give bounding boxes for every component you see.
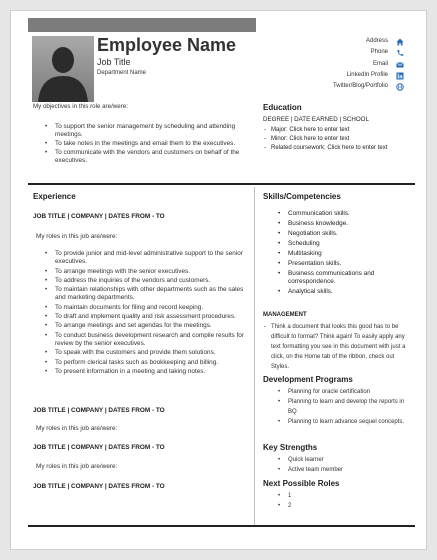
list-item: • Planning to learn and develop the reports in BQ <box>276 397 411 417</box>
list-item: • Analytical skills. <box>276 288 416 296</box>
section-divider <box>28 183 415 185</box>
profile-photo <box>32 36 94 102</box>
experience-heading: Experience <box>33 192 76 201</box>
header-bar <box>28 18 256 32</box>
experience-list <box>43 250 253 377</box>
contact-address: Address <box>333 36 388 47</box>
management-text <box>263 322 413 372</box>
list-item: • Scheduling <box>276 240 416 248</box>
job-line-3: JOB TITLE | COMPANY | DATES FROM - TO <box>33 444 165 451</box>
list-item: • To support the senior management by scheduling and attending meetings. <box>43 123 243 140</box>
contact-linkedin: LinkedIn Profile <box>333 70 388 81</box>
skills-heading: Skills/Competencies <box>263 192 341 201</box>
list-item: • To perform clerical tasks such as bookkeeping and billing. <box>43 359 253 367</box>
list-item: • To maintain relationships with other departments such as the sales and marketing departments. <box>43 286 253 303</box>
list-item: • To take notes in the meetings and email them to the executives. <box>43 140 243 148</box>
roles-label-1: My roles in this job are/were: <box>36 233 118 240</box>
list-item: • To maintain documents for filing and record keeping. <box>43 304 253 312</box>
contact-phone: Phone <box>333 47 388 58</box>
linkedin-icon <box>396 72 404 80</box>
email-icon <box>396 61 404 69</box>
list-item: • Negotiation skills. <box>276 230 416 238</box>
roles-label-3: My roles in this job are/were: <box>36 463 118 470</box>
list-item: • Quick learner <box>276 455 411 465</box>
management-heading: MANAGEMENT <box>263 312 307 318</box>
job-line-4: JOB TITLE | COMPANY | DATES FROM - TO <box>33 483 165 490</box>
contact-info <box>333 36 388 92</box>
strengths-heading: Key Strengths <box>263 443 318 452</box>
job-line-1: JOB TITLE | COMPANY | DATES FROM - TO <box>33 213 165 220</box>
department-name: Department Name <box>97 70 147 76</box>
list-item: • Business communications and correspondence. <box>276 270 416 287</box>
list-item: • To communicate with the vendors and customers on behalf of the executives. <box>43 149 243 166</box>
roles-heading: Next Possible Roles <box>263 479 340 488</box>
person-silhouette-icon <box>32 36 94 102</box>
education-heading: Education <box>263 103 302 112</box>
list-item: • To arrange meetings with the senior executives. <box>43 268 253 276</box>
list-item: • 1 <box>276 491 411 501</box>
resume-page <box>10 10 427 550</box>
list-item[interactable]: - Related coursework: Click here to enter text <box>263 144 423 153</box>
contact-email: Email <box>333 59 388 70</box>
list-item: • To present information in a meeting and taking notes. <box>43 368 253 376</box>
phone-icon <box>396 49 404 57</box>
list-item: • 2 <box>276 501 411 511</box>
globe-icon <box>396 83 404 91</box>
list-item: - Think a document that looks this good has to be difficult to format? Think again! To easily apply any text formatting you see in this document with just a click, on the Home tab of the ribbon, check out Styles. <box>263 322 413 372</box>
degree-line: DEGREE | DATE EARNED | SCHOOL <box>263 116 369 123</box>
bottom-divider <box>28 525 415 527</box>
job-title: Job Title <box>97 57 131 67</box>
development-list <box>276 387 411 427</box>
strengths-list <box>276 455 411 475</box>
roles-label-2: My roles in this job are/were: <box>36 425 118 432</box>
column-divider <box>254 187 255 527</box>
list-item: • To provide junior and mid-level administrative support to the senior executives. <box>43 250 253 267</box>
objectives-heading: My objectives in this role are/were: <box>33 103 128 110</box>
list-item: • To address the inquiries of the vendors and customers. <box>43 277 253 285</box>
list-item: • Planning to learn advance sequel concepts. <box>276 417 411 427</box>
contact-portfolio: Twitter/Blog/Portfolio <box>333 81 388 92</box>
list-item: • To draft and implement quality and risk assessment procedures. <box>43 313 253 321</box>
list-item: • To arrange meetings and set agendas for the meetings. <box>43 322 253 330</box>
list-item: • Presentation skills. <box>276 260 416 268</box>
skills-list <box>276 210 416 298</box>
home-icon <box>396 38 404 46</box>
list-item: • Active team member <box>276 465 411 475</box>
list-item: • Planning for oracle certification <box>276 387 411 397</box>
list-item: • Multitasking <box>276 250 416 258</box>
roles-list <box>276 491 411 511</box>
list-item: • Communication skills. <box>276 210 416 218</box>
development-heading: Development Programs <box>263 375 353 384</box>
employee-name: Employee Name <box>97 35 237 55</box>
list-item[interactable]: - Major: Click here to enter text <box>263 126 423 135</box>
objectives-list <box>43 123 243 166</box>
list-item: • To conduct business development research and compile results for review by the senior executives. <box>43 332 253 349</box>
list-item: • Business knowledge. <box>276 220 416 228</box>
job-line-2: JOB TITLE | COMPANY | DATES FROM - TO <box>33 407 165 414</box>
list-item[interactable]: - Minor: Click here to enter text <box>263 135 423 144</box>
list-item: • To speak with the customers and provide them solutions. <box>43 349 253 357</box>
education-list <box>263 126 423 153</box>
